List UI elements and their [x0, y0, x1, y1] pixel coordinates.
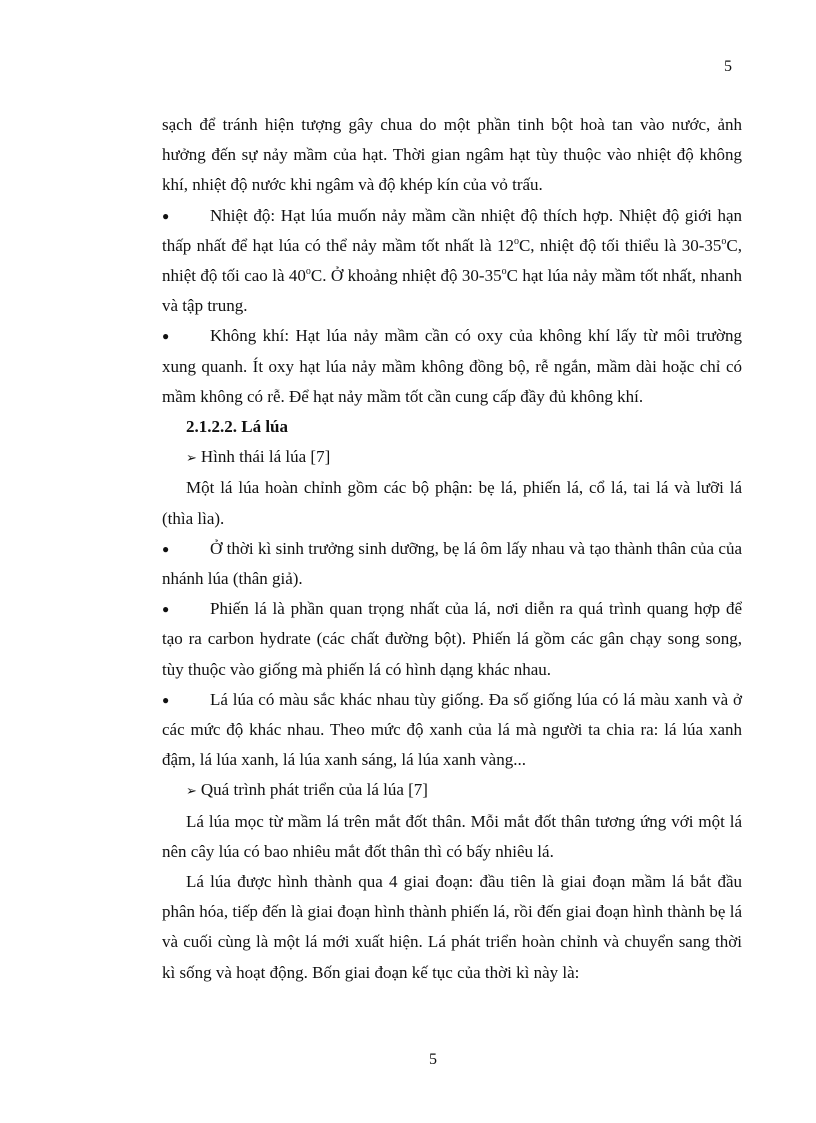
paragraph-text: Nhiệt độ: Hạt lúa muốn nảy mầm cần nhiệt độ thích hợp. Nhiệt độ giới hạn thấp nhất để hạt lúa có thể nảy mầm tốt nhất là 12 [162, 205, 742, 255]
paragraph-text: C. Ở khoảng nhiệt độ 30-35 [310, 266, 502, 286]
degree-superscript: o [721, 235, 727, 247]
paragraph-text: Ở thời kì sinh trưởng sinh dưỡng, bẹ lá ôm lấy nhau và tạo thành thân của của nhánh lúa (thân giả). [162, 538, 742, 589]
arrow-bullet-icon: ➢ [186, 450, 197, 466]
footer-page-number: 5 [429, 1051, 437, 1068]
bullet-item-blade [162, 594, 742, 685]
subheading-text: Hình thái lá lúa [7] [200, 447, 331, 467]
bullet-icon: ● [162, 329, 170, 344]
paragraph: Lá lúa được hình thành qua 4 giai đoạn: đầu tiên là giai đoạn mầm lá bắt đầu phân hóa, tiếp đến là giai đoạn hình thành phiến lá, rồi đến giai đoạn hình thành bẹ lá và cuối cùng là một lá mới xuất hiện. Lá phát triển hoàn chỉnh và chuyển sang thời kì sống và hoạt động. Bốn giai đoạn kế tục của thời kì này là: [162, 872, 742, 982]
bullet-item-air [162, 321, 742, 412]
paragraph-text: Không khí: Hạt lúa nảy mầm cần có oxy của không khí lấy từ môi trường xung quanh. Ít oxy hạt lúa nảy mầm không đồng bộ, rễ ngắn, mầm dài hoặc chỉ có mầm không có rễ. Để hạt nảy mầm tốt cần cung cấp đầy đủ không khí. [162, 326, 742, 406]
paragraph: Lá lúa mọc từ mầm lá trên mắt đốt thân. Mỗi mắt đốt thân tương ứng với một lá nên cây lúa có bao nhiêu mắt đốt thân thì có bấy nhiêu lá. [162, 811, 742, 861]
degree-superscript: o [513, 235, 519, 247]
paragraph-text: C, nhiệt độ tối thiểu là 30-35 [518, 235, 722, 255]
bullet-icon: ● [162, 541, 170, 556]
subheading-development [162, 775, 742, 806]
paragraph-text: C, nhiệt độ tối cao là 40 [162, 235, 742, 286]
arrow-bullet-icon: ➢ [186, 783, 197, 799]
paragraph-text: C hạt lúa nảy mầm tốt nhất, nhanh và tập trung. [162, 266, 742, 316]
bullet-item-temperature [162, 201, 742, 322]
bullet-item-sheath [162, 534, 742, 594]
subheading-text: Quá trình phát triển của lá lúa [7] [200, 780, 428, 800]
degree-superscript: o [305, 266, 311, 278]
degree-superscript: o [501, 266, 507, 278]
bullet-icon: ● [162, 208, 170, 223]
bullet-item-color [162, 685, 742, 776]
paragraph: sạch để tránh hiện tượng gây chua do một phần tinh bột hoà tan vào nước, ảnh hưởng đến sự nảy mầm của hạt. Thời gian ngâm hạt tùy thuộc vào nhiệt độ không khí, nhiệt độ nước khi ngâm và độ khép kín của vỏ trấu. [162, 115, 742, 195]
document-body [162, 110, 742, 988]
section-heading: 2.1.2.2. Lá lúa [186, 417, 289, 437]
paragraph-text: Phiến lá là phần quan trọng nhất của lá, nơi diễn ra quá trình quang hợp để tạo ra carbon hydrate (các chất đường bột). Phiến lá gồm các gân chạy song song, tùy thuộc vào giống mà phiến lá có hình dạng khác nhau. [162, 599, 742, 679]
paragraph-text: Lá lúa có màu sắc khác nhau tùy giống. Đa số giống lúa có lá màu xanh và ở các mức độ khác nhau. Theo mức độ xanh của lá mà người ta chia ra: lá lúa xanh đậm, lá lúa xanh, lá lúa xanh sáng, lá lúa xanh vàng... [162, 689, 742, 770]
bullet-icon: ● [162, 602, 170, 617]
page-number: 5 [724, 58, 732, 75]
paragraph: Một lá lúa hoàn chỉnh gồm các bộ phận: bẹ lá, phiến lá, cổ lá, tai lá và lưỡi lá (thìa lìa). [162, 478, 742, 528]
bullet-icon: ● [162, 692, 170, 707]
subheading-morphology [162, 442, 742, 473]
